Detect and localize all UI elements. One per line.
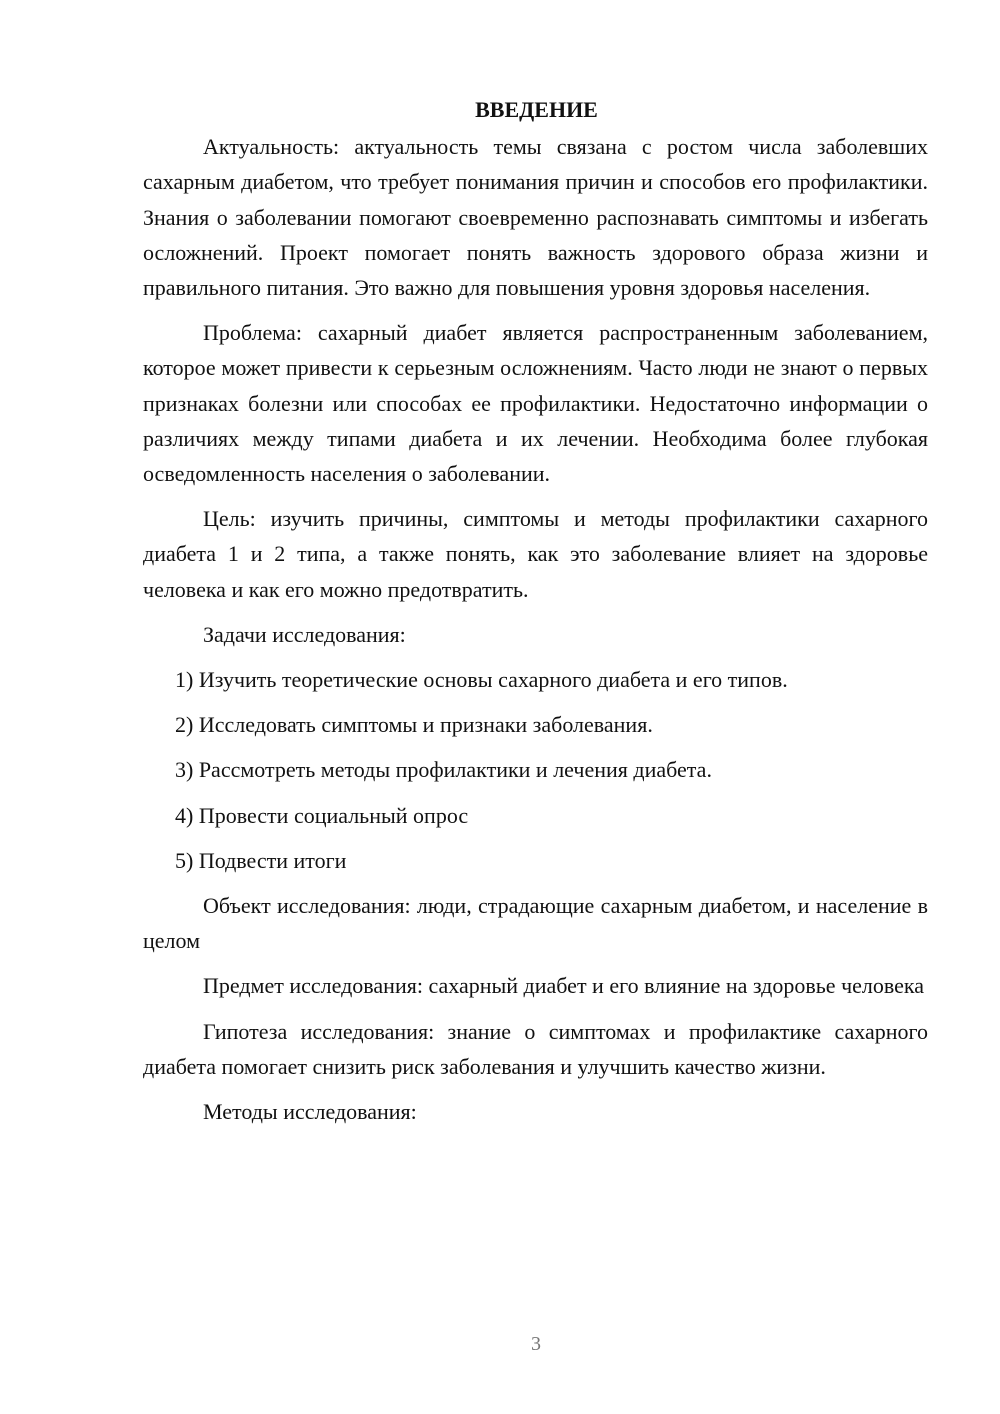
paragraph-subject: Предмет исследования: сахарный диабет и его влияние на здоровье человека — [203, 973, 925, 999]
paragraph-relevance: Актуальность: актуальность темы связана с ростом числа заболевших сахарным диабетом, что требует понимания причин и способов его профилактики. Знания о заболевании помогают своевременно распознавать симптомы и избегать осложнений. Проект помогает понять важность здорового образа жизни и правильного питания. Это важно для повышения уровня здоровья населения. — [143, 134, 928, 301]
section-title: ВВЕДЕНИЕ — [475, 97, 598, 122]
task-item-2: 2) Исследовать симптомы и признаки заболевания. — [175, 712, 653, 738]
document-page — [143, 92, 928, 1129]
methods-heading: Методы исследования: — [203, 1099, 417, 1125]
tasks-heading: Задачи исследования: — [203, 621, 406, 647]
paragraph-hypothesis: Гипотеза исследования: знание о симптомах и профилактике сахарного диабета помогает снизить риск заболевания и улучшить качество жизни. — [143, 1018, 928, 1079]
paragraph-goal: Цель: изучить причины, симптомы и методы профилактики сахарного диабета 1 и 2 типа, а также понять, как это заболевание влияет на здоровье человека и как его можно предотвратить. — [143, 506, 928, 602]
task-item-5: 5) Подвести итоги — [175, 847, 347, 873]
task-item-4: 4) Провести социальный опрос — [175, 802, 469, 828]
page-number: 3 — [531, 1333, 541, 1355]
task-item-3: 3) Рассмотреть методы профилактики и лечения диабета. — [175, 757, 712, 783]
paragraph-object: Объект исследования: люди, страдающие сахарным диабетом, и население в целом — [143, 893, 928, 954]
paragraph-problem: Проблема: сахарный диабет является распространенным заболеванием, которое может привести к серьезным осложнениям. Часто люди не знают о первых признаках болезни или способах ее профилактики. Недостаточно информации о различиях между типами диабета и их лечении. Необходима более глубокая осведомленность населения о заболевании. — [143, 320, 928, 487]
task-item-1: 1) Изучить теоретические основы сахарного диабета и его типов. — [175, 667, 788, 693]
